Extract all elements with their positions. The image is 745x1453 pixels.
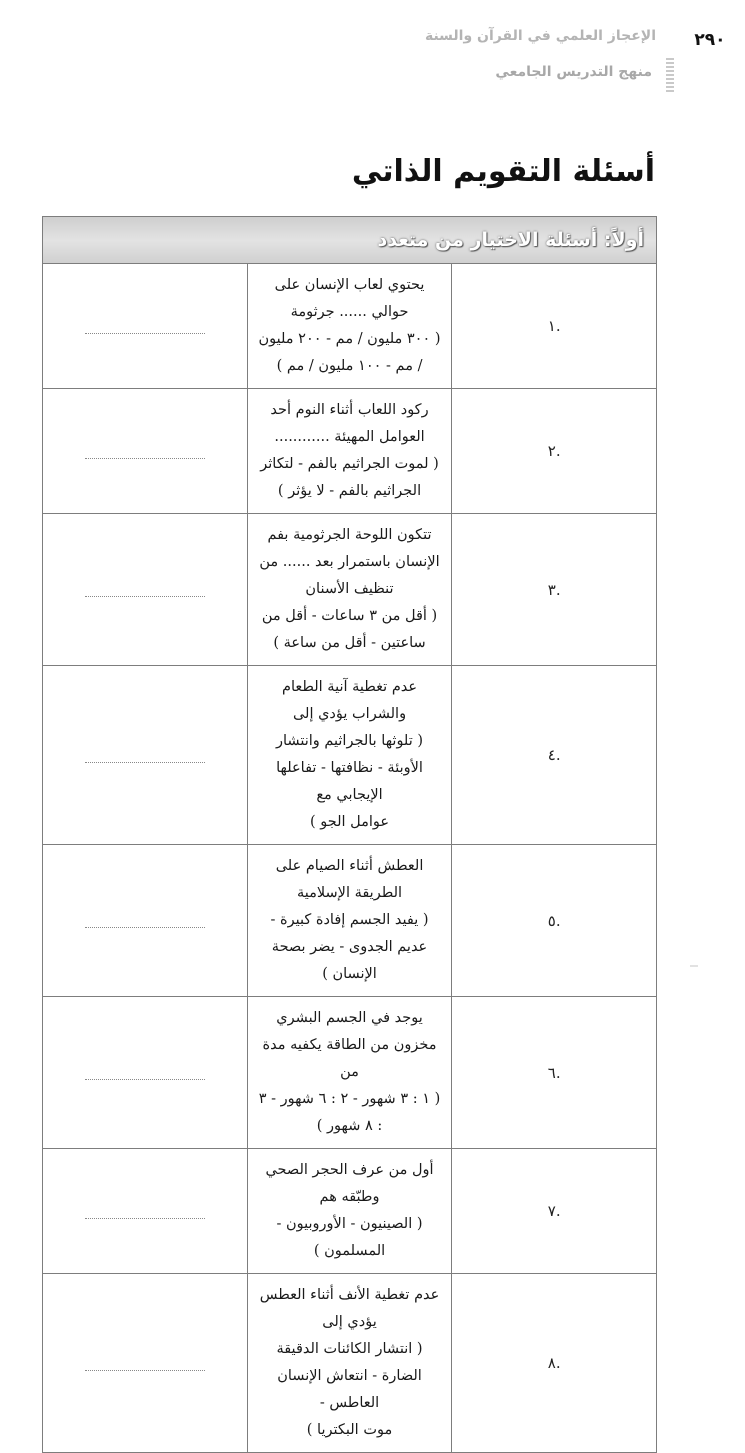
question-text <box>247 264 452 389</box>
question-line: تنظيف الأسنان <box>305 581 394 597</box>
question-text <box>247 845 452 997</box>
answer-blank[interactable] <box>85 1204 205 1219</box>
question-line: يحتوي لعاب الإنسان على حوالي ...... جرثومة <box>274 277 425 320</box>
running-header-title: الإعجاز العلمي في القرآن والسنة <box>424 28 656 44</box>
page-title: أسئلة التقويم الذاتي <box>351 154 655 189</box>
question-line: عدم تغطية آنية الطعام والشراب يؤدي إلى <box>281 679 418 722</box>
answer-blank[interactable] <box>85 1356 205 1371</box>
question-text <box>247 1274 452 1453</box>
section-title: أولاً: أسئلة الاختيار من متعدد <box>377 229 644 251</box>
question-options: ( ١ : ٣ شهور - ٢ : ٦ شهور - ٣ : ٨ شهور ) <box>258 1091 441 1134</box>
question-number: .٧ <box>452 1149 657 1274</box>
question-line: أول من عرف الحجر الصحي وطبّقه هم <box>265 1162 434 1205</box>
page-number: ٢٩٠ <box>694 30 726 50</box>
answer-blank[interactable] <box>85 1065 205 1080</box>
question-number: .٨ <box>452 1274 657 1453</box>
question-text <box>247 514 452 666</box>
question-line: تتكون اللوحة الجرثومية بفم الإنسان باستمرار بعد ...... من <box>259 527 440 570</box>
question-line: ركود اللعاب أثناء النوم أحد العوامل المهيئة ............ <box>270 402 429 445</box>
question-row <box>43 997 657 1149</box>
answer-cell[interactable] <box>43 514 248 666</box>
question-options: موت البكتريا ) <box>306 1422 393 1438</box>
question-row <box>43 264 657 389</box>
section-header-row <box>43 217 657 264</box>
scan-mark <box>690 965 698 967</box>
question-text <box>247 1149 452 1274</box>
question-row <box>43 1274 657 1453</box>
question-line: عدم تغطية الأنف أثناء العطس يؤدي إلى <box>259 1287 440 1330</box>
answer-cell[interactable] <box>43 264 248 389</box>
question-number: .٤ <box>452 666 657 845</box>
answer-blank[interactable] <box>85 444 205 459</box>
question-options: ( ٣٠٠ مليون / مم - ٢٠٠ مليون / مم - ١٠٠ مليون / مم ) <box>258 331 441 374</box>
answer-cell[interactable] <box>43 1274 248 1453</box>
answer-blank[interactable] <box>85 748 205 763</box>
answer-blank[interactable] <box>85 582 205 597</box>
question-number: .٥ <box>452 845 657 997</box>
answer-cell[interactable] <box>43 845 248 997</box>
answer-cell[interactable] <box>43 389 248 514</box>
question-options: ( أقل من ٣ ساعات - أقل من ساعتين - أقل من ساعة ) <box>261 608 438 651</box>
question-options: ( انتشار الكائنات الدقيقة الضارة - انتعاش الإنسان العاطس - <box>276 1341 423 1411</box>
question-row <box>43 1149 657 1274</box>
question-number: .٢ <box>452 389 657 514</box>
header-decoration <box>666 58 674 92</box>
questions-table <box>42 216 657 1453</box>
answer-blank[interactable] <box>85 913 205 928</box>
question-number: .٦ <box>452 997 657 1149</box>
answer-cell[interactable] <box>43 1149 248 1274</box>
question-options: ( الصينيون - الأوروبيون - المسلمون ) <box>276 1216 423 1259</box>
question-row <box>43 845 657 997</box>
question-text <box>247 666 452 845</box>
section-header-cell <box>43 217 657 264</box>
question-row <box>43 666 657 845</box>
question-line: يوجد في الجسم البشري مخزون من الطاقة يكفيه مدة من <box>262 1010 437 1080</box>
answer-cell[interactable] <box>43 666 248 845</box>
question-text <box>247 997 452 1149</box>
question-row <box>43 389 657 514</box>
question-options: ( لموت الجراثيم بالفم - لتكاثر الجراثيم بالفم - لا يؤثر ) <box>260 456 439 499</box>
answer-cell[interactable] <box>43 997 248 1149</box>
question-text <box>247 389 452 514</box>
question-number: .٣ <box>452 514 657 666</box>
question-line: العطش أثناء الصيام على الطريقة الإسلامية <box>275 858 424 901</box>
question-number: .١ <box>452 264 657 389</box>
answer-blank[interactable] <box>85 319 205 334</box>
question-options: ( يفيد الجسم إفادة كبيرة - عديم الجدوى - يضر بصحة الإنسان ) <box>270 912 429 982</box>
question-options: عوامل الجو ) <box>309 814 390 830</box>
running-header-subtitle: منهج التدريس الجامعي <box>495 64 652 80</box>
question-row <box>43 514 657 666</box>
question-options: ( تلوثها بالجراثيم وانتشار الأوبئة - نظافتها - تفاعلها الإيجابي مع <box>275 733 424 803</box>
